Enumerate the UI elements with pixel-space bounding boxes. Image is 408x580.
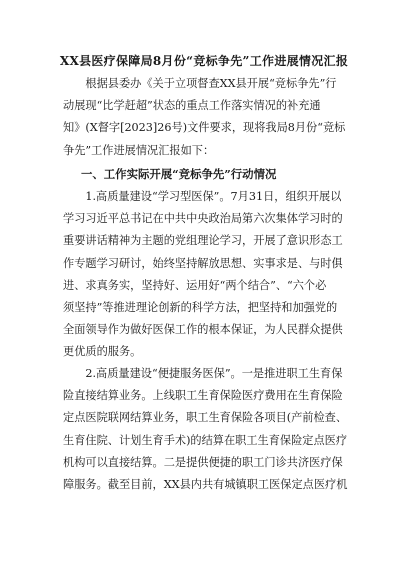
section-heading: 一、工作实际开展“竞标争先”行动情况 [81, 167, 277, 181]
item2-line: 生育住院、计划生育手术)的结算在职工生育保险定点医疗 [63, 433, 348, 447]
intro-line: 根据县委办《关于立项督查XX县开展“竞标争先”行 [63, 77, 337, 90]
intro-line: 知》(X督字[2023]26号)文件要求，现将我局8月份“竞标 [63, 121, 346, 135]
item1-line: 更优质的服务。 [63, 345, 142, 359]
item1-line: 全面领导作为做好医保工作的根本保证，为人民群众提供 [63, 323, 343, 337]
item2-line: 机构可以直接结算。二是提供便捷的职工门诊共济医疗保 [63, 455, 343, 469]
item1-line: 进、求真务实，坚持好、运用好“两个结合”、“六个必 [63, 278, 327, 292]
item2-line: 定点医院联网结算业务，职工生育保险各项目(产前检查、 [63, 411, 348, 425]
intro-line: 动展现“比学赶超”状态的重点工作落实情况的补充通 [63, 99, 321, 113]
item1-line: 1.高质量建设“学习型医保”。7月31日，组织开展以 [63, 190, 342, 203]
intro-line: 争先”工作进展情况汇报如下： [63, 143, 215, 157]
document-title: XX县医疗保障局8月份“竞标争先”工作进展情况汇报 [59, 54, 349, 68]
item1-line: 作专题学习研讨，始终坚持解放思想、实事求是、与时俱 [63, 256, 343, 270]
item2-paragraph [63, 363, 350, 496]
item2-line: 障服务。截至目前，XX县内共有城镇职工医保定点医疗机 [63, 478, 348, 492]
item1-paragraph [63, 186, 350, 364]
item1-line: 学习习近平总书记在中共中央政治局第六次集体学习时的 [63, 212, 343, 226]
item1-line: 须坚持”等推进理论创新的科学方法，把坚持和加强党的 [63, 301, 338, 315]
item2-line: 险直接结算业务。上线职工生育保险医疗费用在生育保险 [63, 389, 343, 403]
item2-line: 2.高质量建设“便捷服务医保”。一是推进职工生育保 [63, 367, 343, 380]
item1-line: 重要讲话精神为主题的党组理论学习，开展了意识形态工 [63, 234, 343, 248]
intro-paragraph [63, 73, 350, 162]
